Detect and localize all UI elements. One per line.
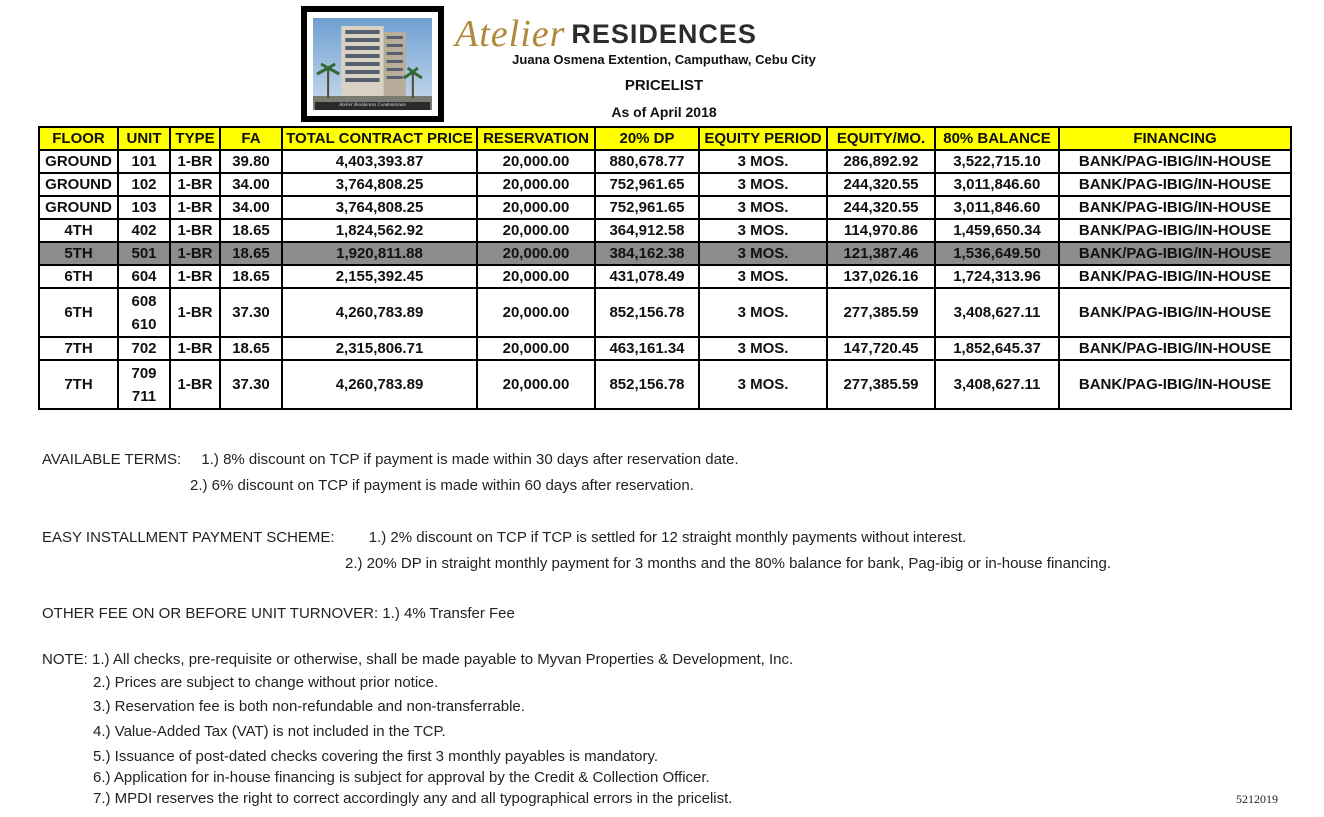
available-term-1: 1.) 8% discount on TCP if payment is made within 30 days after reservation date. — [201, 451, 739, 468]
cell-unit: 103 — [118, 196, 170, 219]
cell-financing: BANK/PAG-IBIG/IN-HOUSE — [1059, 173, 1291, 196]
easy-installment-line-1 — [42, 529, 966, 546]
cell-balance: 1,852,645.37 — [935, 337, 1059, 360]
cell-floor: GROUND — [39, 150, 118, 173]
cell-period: 3 MOS. — [699, 265, 827, 288]
cell-tcp: 4,260,783.89 — [282, 288, 477, 337]
cell-balance: 3,011,846.60 — [935, 196, 1059, 219]
easy-installment-label: EASY INSTALLMENT PAYMENT SCHEME: — [42, 529, 335, 546]
cell-equity-mo: 244,320.55 — [827, 173, 935, 196]
brand-script: Atelier — [455, 13, 566, 55]
table-row — [39, 196, 1291, 219]
cell-floor: 7TH — [39, 337, 118, 360]
cell-floor: 7TH — [39, 360, 118, 409]
cell-period: 3 MOS. — [699, 337, 827, 360]
cell-reservation: 20,000.00 — [477, 219, 595, 242]
easy-installment-2: 2.) 20% DP in straight monthly payment for 3 months and the 80% balance for bank, Pag-ibig or in-house financing. — [345, 555, 1111, 572]
cell-period: 3 MOS. — [699, 173, 827, 196]
cell-balance: 1,536,649.50 — [935, 242, 1059, 265]
cell-tcp: 4,260,783.89 — [282, 360, 477, 409]
col-header-equity-mo: EQUITY/MO. — [827, 127, 935, 150]
cell-fa: 18.65 — [220, 337, 282, 360]
cell-period: 3 MOS. — [699, 288, 827, 337]
cell-balance: 3,408,627.11 — [935, 360, 1059, 409]
table-row — [39, 265, 1291, 288]
cell-unit-first: 709 — [131, 364, 157, 382]
col-header-unit: UNIT — [118, 127, 170, 150]
cell-dp: 463,161.34 — [595, 337, 699, 360]
cell-type: 1-BR — [170, 337, 220, 360]
available-term-2: 2.) 6% discount on TCP if payment is made within 60 days after reservation. — [190, 477, 694, 494]
cell-dp: 752,961.65 — [595, 173, 699, 196]
col-header-balance: 80% BALANCE — [935, 127, 1059, 150]
brand-logo — [455, 12, 835, 55]
cell-unit: 101 — [118, 150, 170, 173]
easy-installment-1: 1.) 2% discount on TCP if TCP is settled for 12 straight monthly payments without interest. — [368, 529, 967, 546]
cell-unit-second: 610 — [131, 315, 157, 333]
col-header-floor: FLOOR — [39, 127, 118, 150]
cell-type: 1-BR — [170, 360, 220, 409]
cell-fa: 39.80 — [220, 150, 282, 173]
cell-tcp: 2,155,392.45 — [282, 265, 477, 288]
note-label: NOTE: — [42, 651, 88, 668]
table-row — [39, 288, 1291, 337]
cell-tcp: 1,920,811.88 — [282, 242, 477, 265]
cell-equity-mo: 286,892.92 — [827, 150, 935, 173]
cell-equity-mo: 277,385.59 — [827, 288, 935, 337]
table-header-row — [39, 127, 1291, 150]
cell-financing: BANK/PAG-IBIG/IN-HOUSE — [1059, 196, 1291, 219]
col-header-tcp: TOTAL CONTRACT PRICE — [282, 127, 477, 150]
cell-unit: 402 — [118, 219, 170, 242]
cell-type: 1-BR — [170, 196, 220, 219]
cell-fa: 34.00 — [220, 173, 282, 196]
cell-floor: 6TH — [39, 265, 118, 288]
cell-reservation: 20,000.00 — [477, 360, 595, 409]
cell-reservation: 20,000.00 — [477, 242, 595, 265]
cell-unit: 604 — [118, 265, 170, 288]
cell-period: 3 MOS. — [699, 219, 827, 242]
cell-floor: 4TH — [39, 219, 118, 242]
cell-dp: 880,678.77 — [595, 150, 699, 173]
as-of-date: As of April 2018 — [611, 104, 717, 120]
table-row — [39, 150, 1291, 173]
col-header-reservation: RESERVATION — [477, 127, 595, 150]
cell-reservation: 20,000.00 — [477, 337, 595, 360]
cell-dp: 384,162.38 — [595, 242, 699, 265]
cell-equity-mo: 244,320.55 — [827, 196, 935, 219]
col-header-financing: FINANCING — [1059, 127, 1291, 150]
col-header-type: TYPE — [170, 127, 220, 150]
cell-type: 1-BR — [170, 288, 220, 337]
cell-type: 1-BR — [170, 173, 220, 196]
cell-balance: 1,459,650.34 — [935, 219, 1059, 242]
cell-tcp: 2,315,806.71 — [282, 337, 477, 360]
cell-period: 3 MOS. — [699, 150, 827, 173]
brand-name: RESIDENCES — [571, 18, 757, 49]
cell-equity-mo: 147,720.45 — [827, 337, 935, 360]
cell-type: 1-BR — [170, 150, 220, 173]
cell-equity-mo: 137,026.16 — [827, 265, 935, 288]
cell-type: 1-BR — [170, 265, 220, 288]
col-header-fa: FA — [220, 127, 282, 150]
cell-unit: 501 — [118, 242, 170, 265]
cell-reservation: 20,000.00 — [477, 265, 595, 288]
cell-type: 1-BR — [170, 242, 220, 265]
cell-fa: 18.65 — [220, 265, 282, 288]
other-fee: OTHER FEE ON OR BEFORE UNIT TURNOVER: 1.) 4% Transfer Fee — [42, 605, 515, 622]
cell-tcp: 3,764,808.25 — [282, 173, 477, 196]
cell-reservation: 20,000.00 — [477, 173, 595, 196]
cell-equity-mo: 114,970.86 — [827, 219, 935, 242]
note-item: 6.) Application for in-house financing is subject for approval by the Credit & Collection Officer. — [93, 769, 710, 786]
cell-fa: 18.65 — [220, 219, 282, 242]
table-row — [39, 360, 1291, 409]
cell-tcp: 3,764,808.25 — [282, 196, 477, 219]
available-terms-label: AVAILABLE TERMS: — [42, 451, 182, 468]
cell-financing: BANK/PAG-IBIG/IN-HOUSE — [1059, 265, 1291, 288]
table-row — [39, 337, 1291, 360]
cell-unit-first: 608 — [131, 292, 157, 310]
table-row — [39, 219, 1291, 242]
cell-type: 1-BR — [170, 219, 220, 242]
cell-balance: 3,522,715.10 — [935, 150, 1059, 173]
cell-fa: 37.30 — [220, 288, 282, 337]
document-code: 5212019 — [1236, 792, 1278, 806]
price-table — [38, 126, 1292, 410]
note-item: 5.) Issuance of post-dated checks covering the first 3 monthly payables is mandatory. — [93, 748, 659, 765]
photo-caption: Atelier Residences Condominium — [315, 102, 430, 110]
cell-floor: 6TH — [39, 288, 118, 337]
cell-balance: 1,724,313.96 — [935, 265, 1059, 288]
address: Juana Osmena Extention, Camputhaw, Cebu City — [512, 52, 816, 67]
cell-period: 3 MOS. — [699, 360, 827, 409]
cell-equity-mo: 277,385.59 — [827, 360, 935, 409]
cell-balance: 3,011,846.60 — [935, 173, 1059, 196]
cell-dp: 364,912.58 — [595, 219, 699, 242]
cell-fa: 37.30 — [220, 360, 282, 409]
cell-fa: 18.65 — [220, 242, 282, 265]
cell-tcp: 1,824,562.92 — [282, 219, 477, 242]
cell-floor: GROUND — [39, 196, 118, 219]
cell-unit: 702 — [118, 337, 170, 360]
building-image — [313, 18, 432, 110]
table-row-highlighted — [39, 242, 1291, 265]
cell-floor: GROUND — [39, 173, 118, 196]
note-line-1 — [42, 651, 793, 668]
cell-period: 3 MOS. — [699, 196, 827, 219]
cell-financing: BANK/PAG-IBIG/IN-HOUSE — [1059, 219, 1291, 242]
col-header-equity-period: EQUITY PERIOD — [699, 127, 827, 150]
cell-dp: 852,156.78 — [595, 360, 699, 409]
cell-fa: 34.00 — [220, 196, 282, 219]
page-title: PRICELIST — [624, 77, 704, 94]
note-item: 1.) All checks, pre-requisite or otherwise, shall be made payable to Myvan Properties & Development, Inc. — [92, 651, 794, 668]
note-item: 7.) MPDI reserves the right to correct accordingly any and all typographical errors in the pricelist. — [93, 790, 733, 807]
cell-unit: 102 — [118, 173, 170, 196]
cell-reservation: 20,000.00 — [477, 150, 595, 173]
cell-financing: BANK/PAG-IBIG/IN-HOUSE — [1059, 150, 1291, 173]
cell-balance: 3,408,627.11 — [935, 288, 1059, 337]
note-item: 4.) Value-Added Tax (VAT) is not included in the TCP. — [93, 723, 446, 740]
cell-unit — [118, 360, 170, 409]
cell-dp: 852,156.78 — [595, 288, 699, 337]
note-item: 3.) Reservation fee is both non-refundable and non-transferrable. — [93, 698, 525, 715]
cell-financing: BANK/PAG-IBIG/IN-HOUSE — [1059, 360, 1291, 409]
cell-financing: BANK/PAG-IBIG/IN-HOUSE — [1059, 337, 1291, 360]
table-row — [39, 173, 1291, 196]
cell-tcp: 4,403,393.87 — [282, 150, 477, 173]
cell-dp: 752,961.65 — [595, 196, 699, 219]
cell-dp: 431,078.49 — [595, 265, 699, 288]
cell-reservation: 20,000.00 — [477, 196, 595, 219]
available-terms-line-1 — [42, 451, 739, 468]
cell-financing: BANK/PAG-IBIG/IN-HOUSE — [1059, 288, 1291, 337]
note-item: 2.) Prices are subject to change without prior notice. — [93, 674, 439, 691]
col-header-dp: 20% DP — [595, 127, 699, 150]
cell-reservation: 20,000.00 — [477, 288, 595, 337]
cell-unit-second: 711 — [131, 387, 157, 405]
cell-period: 3 MOS. — [699, 242, 827, 265]
cell-equity-mo: 121,387.46 — [827, 242, 935, 265]
cell-unit — [118, 288, 170, 337]
cell-financing: BANK/PAG-IBIG/IN-HOUSE — [1059, 242, 1291, 265]
cell-floor: 5TH — [39, 242, 118, 265]
building-photo — [301, 6, 444, 122]
